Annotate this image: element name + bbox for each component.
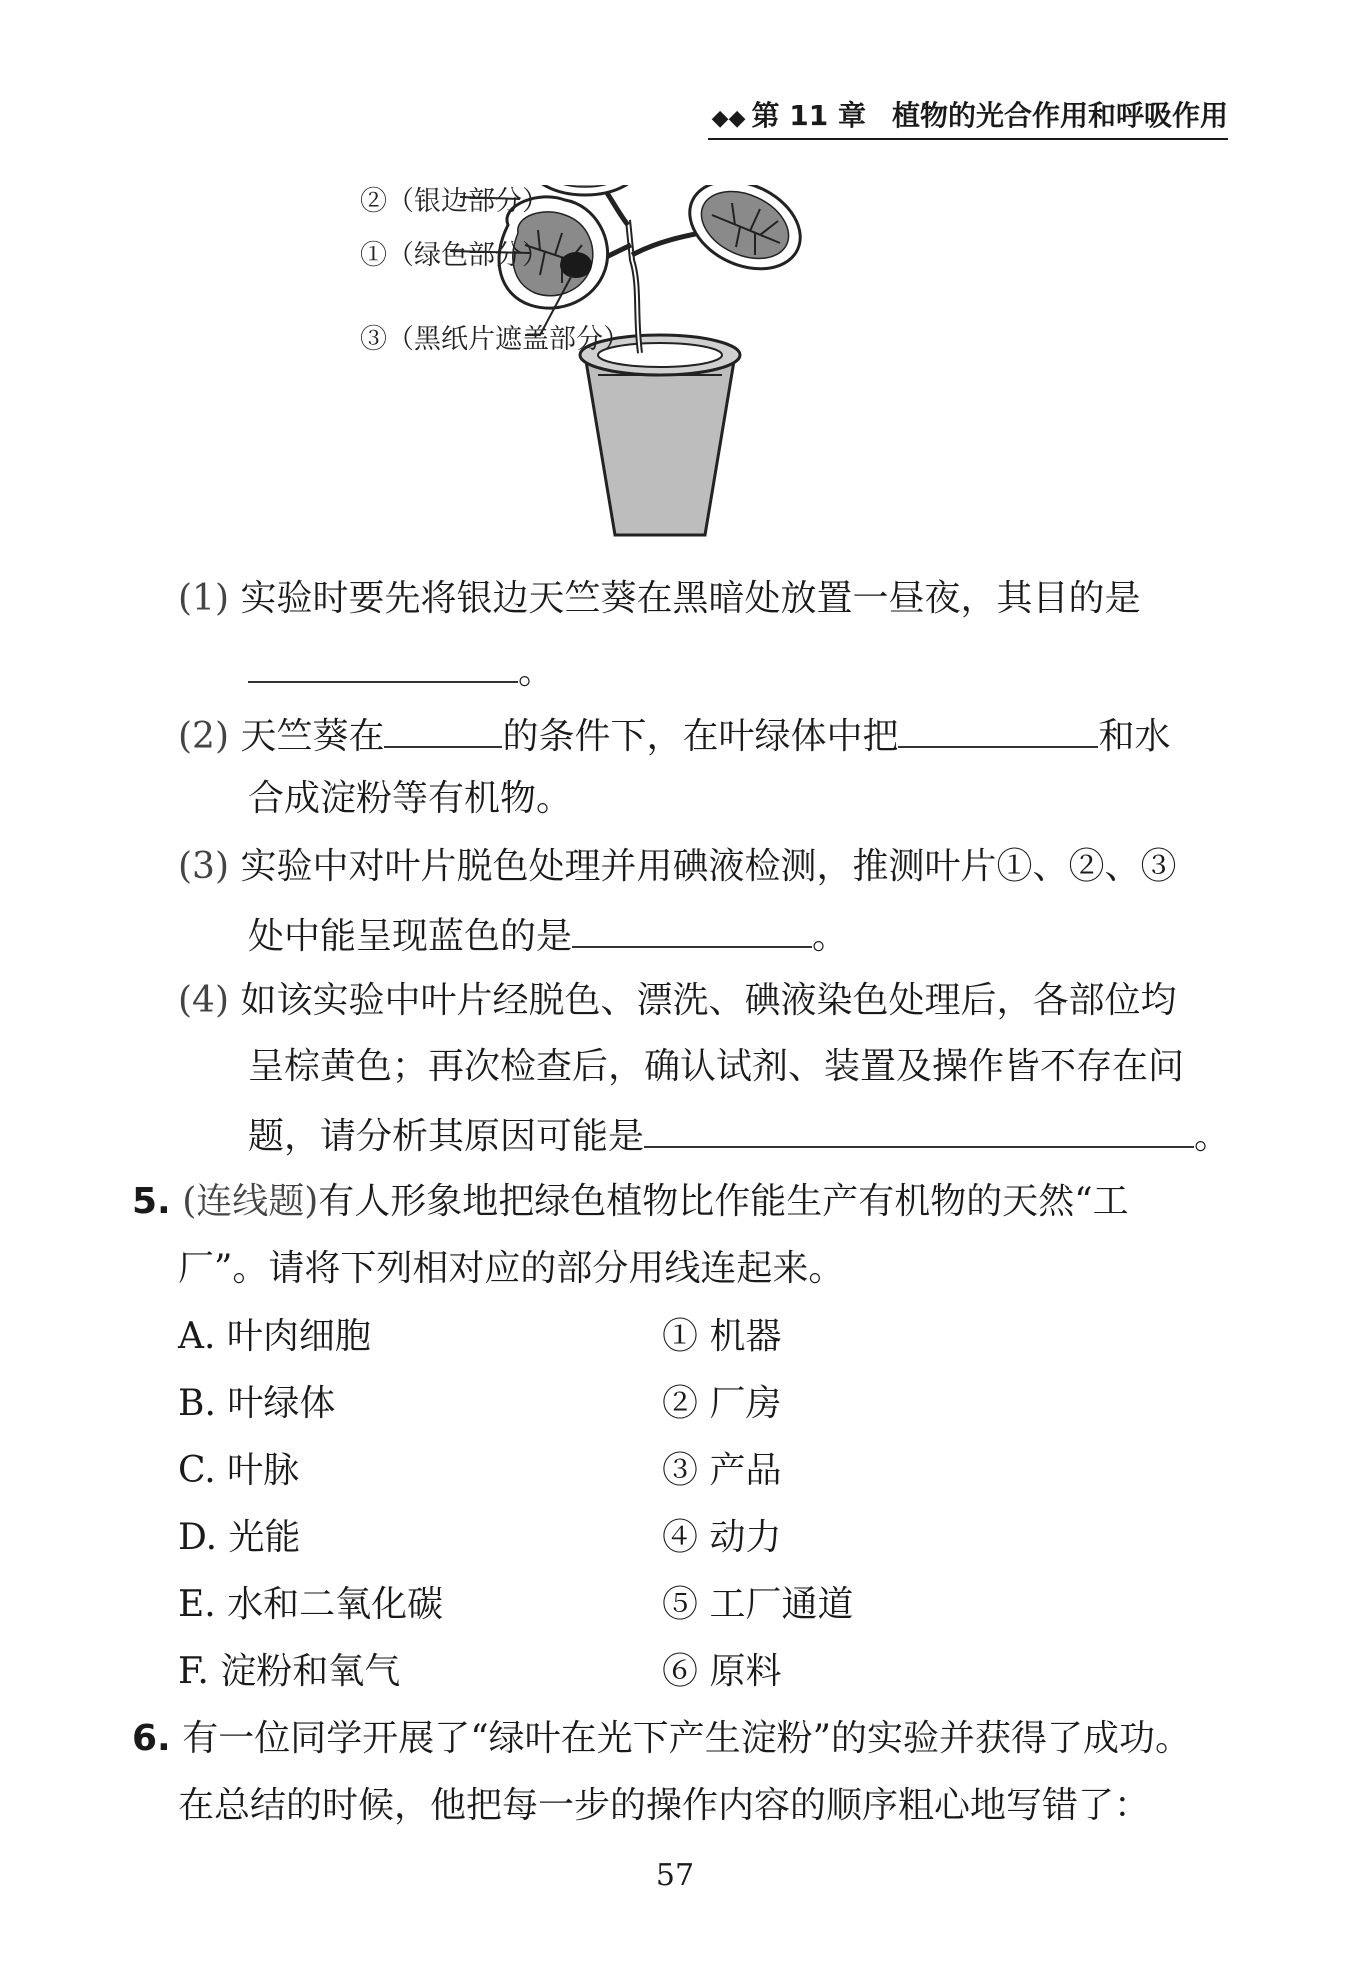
label-green-part: ①（绿色部分）: [360, 240, 549, 271]
q5-left-option[interactable]: C. 叶脉: [178, 1450, 300, 1491]
answer-blank[interactable]: [572, 910, 812, 948]
part-text: 实验中对叶片脱色处理并用碘液检测，推测叶片①、②、③: [240, 846, 1177, 887]
q5-stem-line2: 厂”。请将下列相对应的部分用线连起来。: [178, 1248, 845, 1289]
q5-right-option[interactable]: ③ 产品: [662, 1450, 782, 1491]
question-tag: (连线题): [182, 1181, 319, 1222]
answer-blank[interactable]: [898, 710, 1098, 748]
q4-part4-line3: [248, 1110, 1230, 1161]
q5-right-option[interactable]: ⑤ 工厂通道: [662, 1584, 854, 1625]
question-text: 有一位同学开展了“绿叶在光下产生淀粉”的实验并获得了成功。: [182, 1718, 1191, 1759]
part-number: (2): [178, 716, 229, 757]
label-silver-edge: ②（银边部分）: [360, 186, 549, 217]
part-text: 题，请分析其原因可能是: [248, 1116, 645, 1157]
q4-part1: [178, 575, 1140, 623]
q5-right-option[interactable]: ④ 动力: [662, 1517, 782, 1558]
chapter-title: 植物的光合作用和呼吸作用: [891, 99, 1228, 132]
answer-blank[interactable]: [248, 645, 518, 683]
q5-right-option[interactable]: ⑥ 原料: [662, 1651, 782, 1692]
question-text: 有人形象地把绿色植物比作能生产有机物的天然“工: [318, 1181, 1129, 1222]
question-number: 5.: [132, 1181, 171, 1222]
answer-blank[interactable]: [644, 1110, 1194, 1148]
q5-right-option[interactable]: ② 厂房: [662, 1383, 782, 1424]
q5-left-option[interactable]: E. 水和二氧化碳: [178, 1584, 444, 1625]
q4-part2-line2: 合成淀粉等有机物。: [248, 778, 573, 819]
q5-left-option[interactable]: D. 光能: [178, 1517, 301, 1558]
q4-part4-line2: 呈棕黄色；再次检查后，确认试剂、装置及操作皆不存在问: [248, 1046, 1185, 1087]
part-number: (3): [178, 846, 229, 887]
q6-stem-line2: 在总结的时候，他把每一步的操作内容的顺序粗心地写错了：: [178, 1785, 1151, 1826]
part-text: 处中能呈现蓝色的是: [248, 916, 573, 957]
chapter-header: [708, 96, 1228, 140]
chapter-number: 第 11 章: [751, 99, 866, 132]
part-text: 和水: [1098, 716, 1171, 757]
answer-blank[interactable]: [384, 710, 502, 748]
part-number: (4): [178, 980, 229, 1021]
q4-part2: [178, 710, 1171, 761]
part-text: 实验时要先将银边天竺葵在黑暗处放置一昼夜，其目的是: [240, 578, 1141, 619]
punct: 。: [812, 916, 849, 957]
part-number: (1): [178, 578, 229, 619]
q5-left-option[interactable]: F. 淀粉和氧气: [178, 1651, 401, 1692]
geranium-figure: [340, 185, 1000, 555]
part-text: 天竺葵在: [240, 716, 385, 757]
q5-left-option[interactable]: B. 叶绿体: [178, 1383, 336, 1424]
q5-left-option[interactable]: A. 叶肉细胞: [178, 1316, 371, 1357]
punct: 。: [518, 651, 555, 692]
diamond-marker-icon: ◆◆: [711, 106, 746, 131]
punct: 。: [1194, 1116, 1231, 1157]
label-black-paper-part: ③（黑纸片遮盖部分）: [360, 324, 630, 355]
q4-part1-answer: [248, 645, 554, 696]
q4-part4: [178, 977, 1176, 1025]
q5-stem: [132, 1178, 1129, 1226]
part-text: 的条件下，在叶绿体中把: [502, 716, 899, 757]
question-number: 6.: [132, 1718, 171, 1759]
q6-stem: [132, 1715, 1191, 1763]
q4-part3-line2: [248, 910, 848, 961]
q5-right-option[interactable]: ① 机器: [662, 1316, 782, 1357]
page-number: 57: [655, 1858, 695, 1893]
part-text: 如该实验中叶片经脱色、漂洗、碘液染色处理后，各部位均: [240, 980, 1177, 1021]
q4-part3: [178, 843, 1176, 891]
